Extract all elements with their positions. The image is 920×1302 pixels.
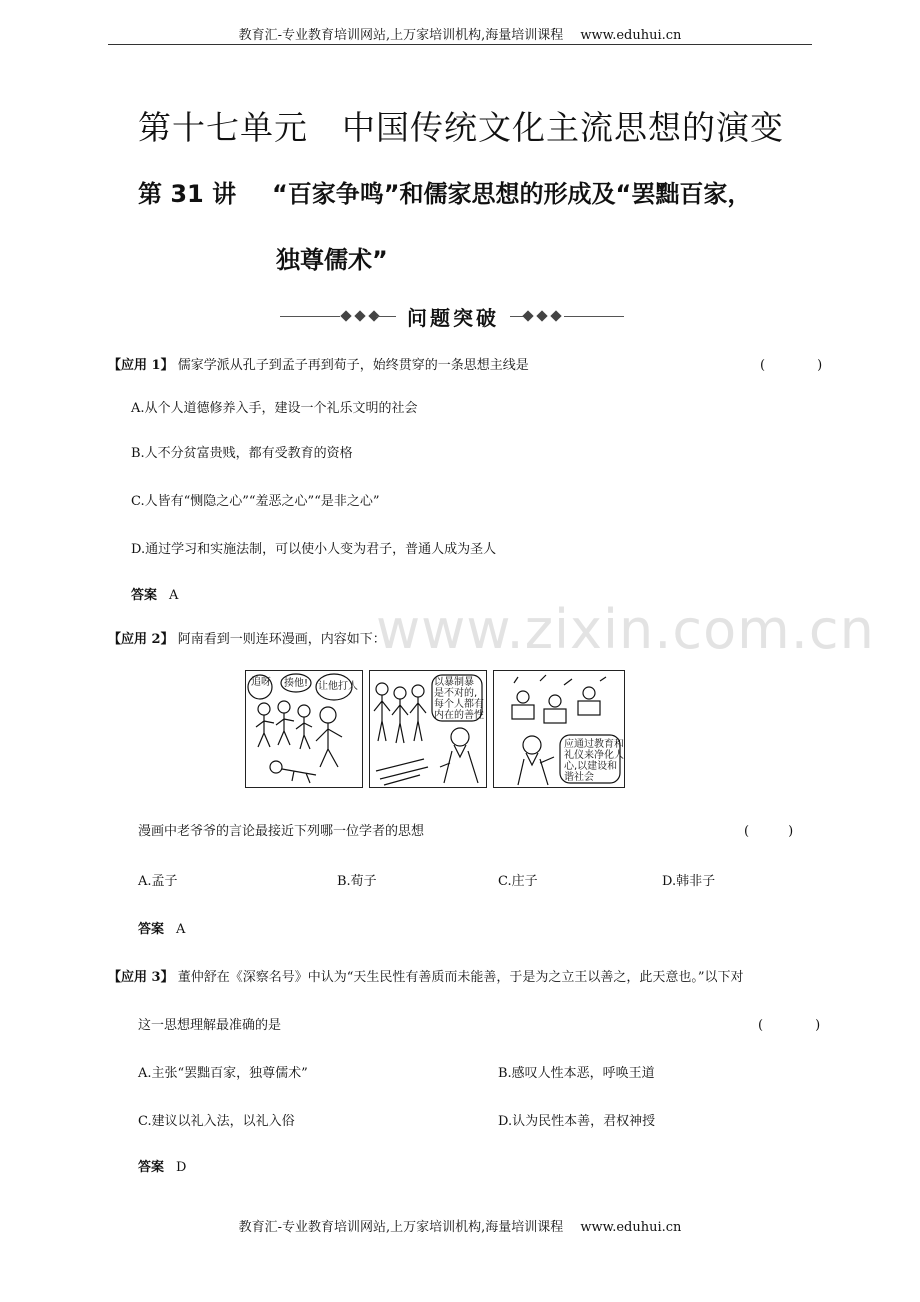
q2-answer-value: A bbox=[176, 922, 186, 937]
comic-panel-1-text-3: 让他打人 bbox=[318, 681, 358, 692]
q2-answer-label: 答案 bbox=[138, 922, 165, 937]
q1-answer-label: 答案 bbox=[131, 588, 158, 603]
q3-answer-blank: ( ) bbox=[758, 1018, 821, 1033]
comic-panel-3 bbox=[493, 670, 625, 788]
comic-panel-3-line: 谐社会 bbox=[564, 772, 594, 783]
q3-tag: 【应用 3】 bbox=[108, 970, 174, 985]
q3-option-c: C.建议以礼入法，以礼入俗 bbox=[138, 1114, 295, 1129]
q2-answer bbox=[138, 918, 185, 937]
q1-answer-value: A bbox=[169, 588, 179, 603]
header-rule bbox=[108, 44, 812, 45]
section-banner bbox=[280, 300, 624, 332]
watermark: www.zixin.com.cn bbox=[376, 598, 875, 661]
diamond-icon bbox=[340, 310, 351, 321]
q2-option-d: D.韩非子 bbox=[662, 874, 716, 889]
comic-panel-1 bbox=[245, 670, 363, 788]
page-footer: 教育汇-专业教育培训网站,上万家培训机构,海量培训课程 www.eduhui.cn bbox=[238, 1220, 682, 1235]
q1-stem bbox=[108, 354, 529, 373]
page-header: 教育汇-专业教育培训网站,上万家培训机构,海量培训课程 www.eduhui.cn bbox=[238, 28, 682, 43]
comic-panel-2-line: 内在的善性 bbox=[434, 710, 484, 721]
comic-panel-3-line: 应通过教育和 bbox=[564, 739, 624, 750]
q2-text: 阿南看到一则连环漫画，内容如下： bbox=[177, 632, 386, 647]
q2-option-a: A.孟子 bbox=[138, 874, 178, 889]
unit-title: 第十七单元 中国传统文化主流思想的演变 bbox=[138, 108, 784, 147]
banner-title: 问题突破 bbox=[407, 306, 499, 330]
q1-tag: 【应用 1】 bbox=[108, 358, 174, 373]
lecture-title-line2: 独尊儒术” bbox=[276, 246, 388, 274]
q3-answer-label: 答案 bbox=[138, 1160, 165, 1175]
q3-text-line2: 这一思想理解最准确的是 bbox=[138, 1018, 282, 1033]
comic-panel-2 bbox=[369, 670, 487, 788]
q1-option-d: D.通过学习和实施法制，可以使小人变为君子，普通人成为圣人 bbox=[131, 542, 497, 557]
comic-panel-1-text-2: 揍他! bbox=[284, 678, 309, 689]
q1-option-c: C.人皆有“恻隐之心”“羞恶之心”“是非之心” bbox=[131, 494, 380, 509]
q1-answer-blank: ( ) bbox=[760, 358, 823, 373]
comic-panel-3-text bbox=[564, 737, 624, 783]
q1-option-b: B.人不分贫富贵贱，都有受教育的资格 bbox=[131, 446, 353, 461]
q3-answer-value: D bbox=[176, 1160, 187, 1175]
banner-rule-left-inner bbox=[376, 316, 396, 317]
q2-tag: 【应用 2】 bbox=[108, 632, 174, 647]
comic-panel-3-line: 礼仪来净化人 bbox=[564, 750, 624, 761]
diamond-icon bbox=[522, 310, 533, 321]
q3-option-a: A.主张“罢黜百家，独尊儒术” bbox=[138, 1066, 308, 1081]
comic-panel-2-text bbox=[434, 675, 486, 721]
comic-panel-3-line: 心,以建设和 bbox=[564, 761, 618, 772]
lecture-number: 第 31 讲 bbox=[138, 180, 237, 208]
q1-option-a: A.从个人道德修养入手，建设一个礼乐文明的社会 bbox=[131, 401, 418, 416]
comic-panel-2-line: 以暴制暴 bbox=[434, 677, 474, 688]
q3-answer bbox=[138, 1156, 186, 1175]
diamond-icon bbox=[550, 310, 561, 321]
q2-question: 漫画中老爷爷的言论最接近下列哪一位学者的思想 bbox=[138, 824, 425, 839]
diamond-icon bbox=[536, 310, 547, 321]
q3-option-b: B.感叹人性本恶，呼唤王道 bbox=[498, 1066, 655, 1081]
comic-panel-2-line: 是不对的, bbox=[434, 688, 478, 699]
diamond-icon bbox=[354, 310, 365, 321]
comic-panel-2-line: 每个人都有 bbox=[434, 699, 484, 710]
q1-text: 儒家学派从孔子到孟子再到荀子，始终贯穿的一条思想主线是 bbox=[177, 358, 529, 373]
q3-text: 董仲舒在《深察名号》中认为“天生民性有善质而未能善，于是为之立王以善之，此天意也。”以下对 bbox=[177, 970, 744, 985]
q3-stem bbox=[108, 966, 744, 985]
lecture-title-line1: “百家争鸣”和儒家思想的形成及“罢黜百家， bbox=[272, 180, 752, 208]
q1-answer bbox=[131, 584, 178, 603]
q2-option-b: B.荀子 bbox=[337, 874, 377, 889]
banner-rule-right bbox=[564, 316, 624, 317]
banner-rule-left bbox=[280, 316, 340, 317]
q2-answer-blank: ( ) bbox=[744, 824, 794, 839]
q2-stem bbox=[108, 628, 386, 647]
q3-option-d: D.认为民性本善，君权神授 bbox=[498, 1114, 656, 1129]
comic-panel-1-text-1: 追呀 bbox=[251, 677, 271, 688]
q2-option-c: C.庄子 bbox=[498, 874, 538, 889]
